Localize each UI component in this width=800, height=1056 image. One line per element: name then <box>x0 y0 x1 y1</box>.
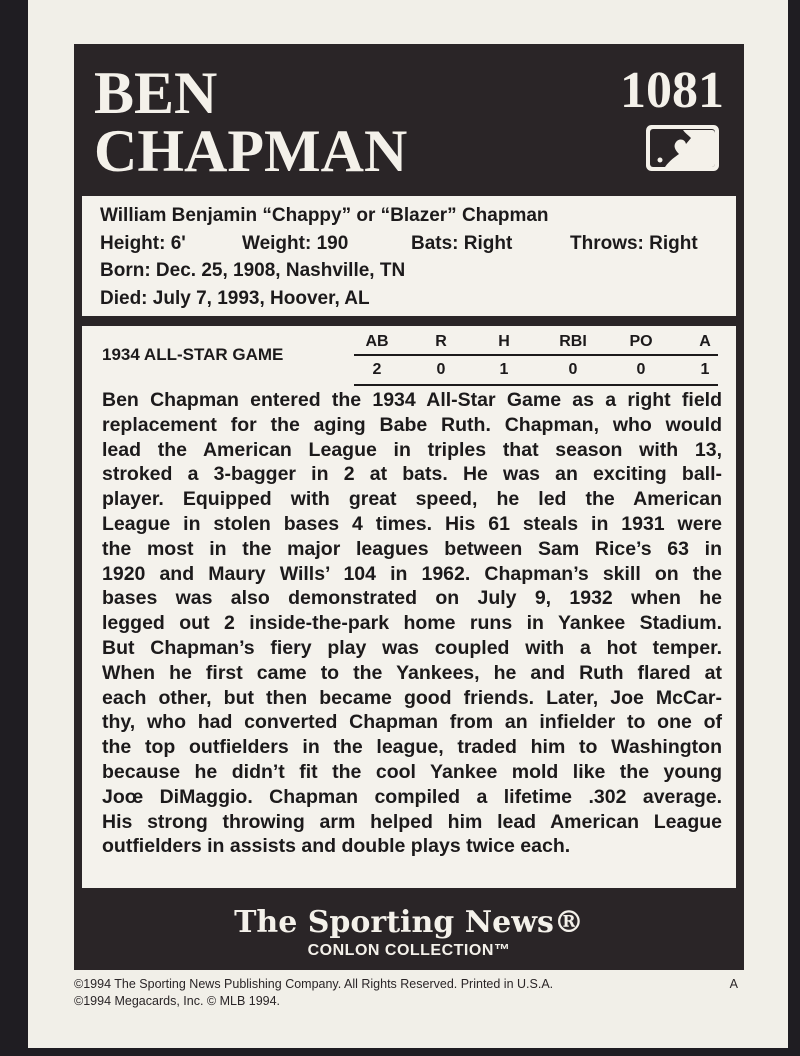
story-line: because he didn’t fit the cool Yankee mold like the young <box>102 760 722 783</box>
stat-header: RBI <box>559 333 587 350</box>
player-first-name: BEN <box>94 60 218 126</box>
story-line: each other, but then became good friends. Later, Joe McCar- <box>102 686 722 709</box>
stat-header: PO <box>629 333 653 350</box>
stats-rule-top <box>354 354 718 356</box>
print-code: A <box>729 977 738 991</box>
story-line: bases was also demonstrated on July 9, 1932 when he <box>102 587 722 610</box>
brand-title: The Sporting News® <box>234 905 584 940</box>
story-line: player. Equipped with great speed, he led the American <box>102 488 722 511</box>
story-line: the top outfielders in the league, traded him to Washington <box>102 736 722 759</box>
bats: Bats: Right <box>411 233 513 254</box>
story-line: Joœ DiMaggio. Chapman compiled a lifetime .302 average. <box>102 785 722 808</box>
stat-value: 0 <box>436 361 446 378</box>
story-line: Ben Chapman entered the 1934 All-Star Game as a right field <box>102 389 722 411</box>
copyright-line-1: ©1994 The Sporting News Publishing Company. All Rights Reserved. Printed in U.S.A. <box>74 977 554 991</box>
story-line: stroked a 3-bagger in 2 at bats. He was an exciting ball- <box>102 463 722 486</box>
game-title: 1934 ALL-STAR GAME <box>102 345 284 364</box>
weight: Weight: 190 <box>242 233 349 254</box>
story-line: outfielders in assists and double plays twice each. <box>102 835 571 858</box>
stat-value: 1 <box>700 361 710 378</box>
copyright <box>74 976 744 1010</box>
copyright-line-2: ©1994 Megacards, Inc. © MLB 1994. <box>74 994 281 1008</box>
physical-stats <box>100 233 720 257</box>
player-name <box>94 60 408 184</box>
story-line: His strong throwing arm helped him lead American League <box>102 810 722 833</box>
stat-value: 0 <box>568 361 578 378</box>
stat-value: 2 <box>372 361 382 378</box>
full-name: William Benjamin “Chappy” or “Blazer” Chapman <box>100 205 549 226</box>
mlb-logo-icon <box>645 124 720 172</box>
brand-subtitle: CONLON COLLECTION™ <box>307 942 511 959</box>
main-text-box <box>82 326 736 888</box>
story-line: But Chapman’s fiery play was coupled with a hot temper. <box>102 636 722 659</box>
stat-header: H <box>498 333 510 350</box>
stats-rule-bottom <box>354 384 718 386</box>
story-line: 1920 and Maury Wills’ 104 in 1962. Chapman’s skill on the <box>102 562 722 585</box>
story-line: League in stolen bases 4 times. His 61 steals in 1931 were <box>102 512 722 535</box>
throws: Throws: Right <box>570 233 698 254</box>
story-line: replacement for the aging Babe Ruth. Chapman, who would <box>102 413 722 436</box>
story-line: lead the American League in triples that season with 13, <box>102 438 722 461</box>
story-text <box>102 388 722 859</box>
player-last-name: CHAPMAN <box>94 118 408 184</box>
bio-box <box>82 196 736 316</box>
story-line: thy, who had converted Chapman from an infielder to one of <box>102 711 722 734</box>
story-line: the most in the major leagues between Sam Rice’s 63 in <box>102 537 722 560</box>
stat-header: A <box>699 333 711 350</box>
height: Height: 6' <box>100 233 186 254</box>
story-line: legged out 2 inside-the-park home runs in Yankee Stadium. <box>102 612 722 635</box>
born: Born: Dec. 25, 1908, Nashville, TN <box>100 260 406 281</box>
brand-footer <box>74 900 744 960</box>
stat-header: AB <box>365 333 389 350</box>
stat-value: 1 <box>499 361 509 378</box>
stat-header: R <box>435 333 447 350</box>
died: Died: July 7, 1993, Hoover, AL <box>100 288 370 309</box>
card-number: 1081 <box>620 62 724 119</box>
story-line: When he first came to the Yankees, he and Ruth flared at <box>102 661 722 684</box>
stat-value: 0 <box>636 361 646 378</box>
